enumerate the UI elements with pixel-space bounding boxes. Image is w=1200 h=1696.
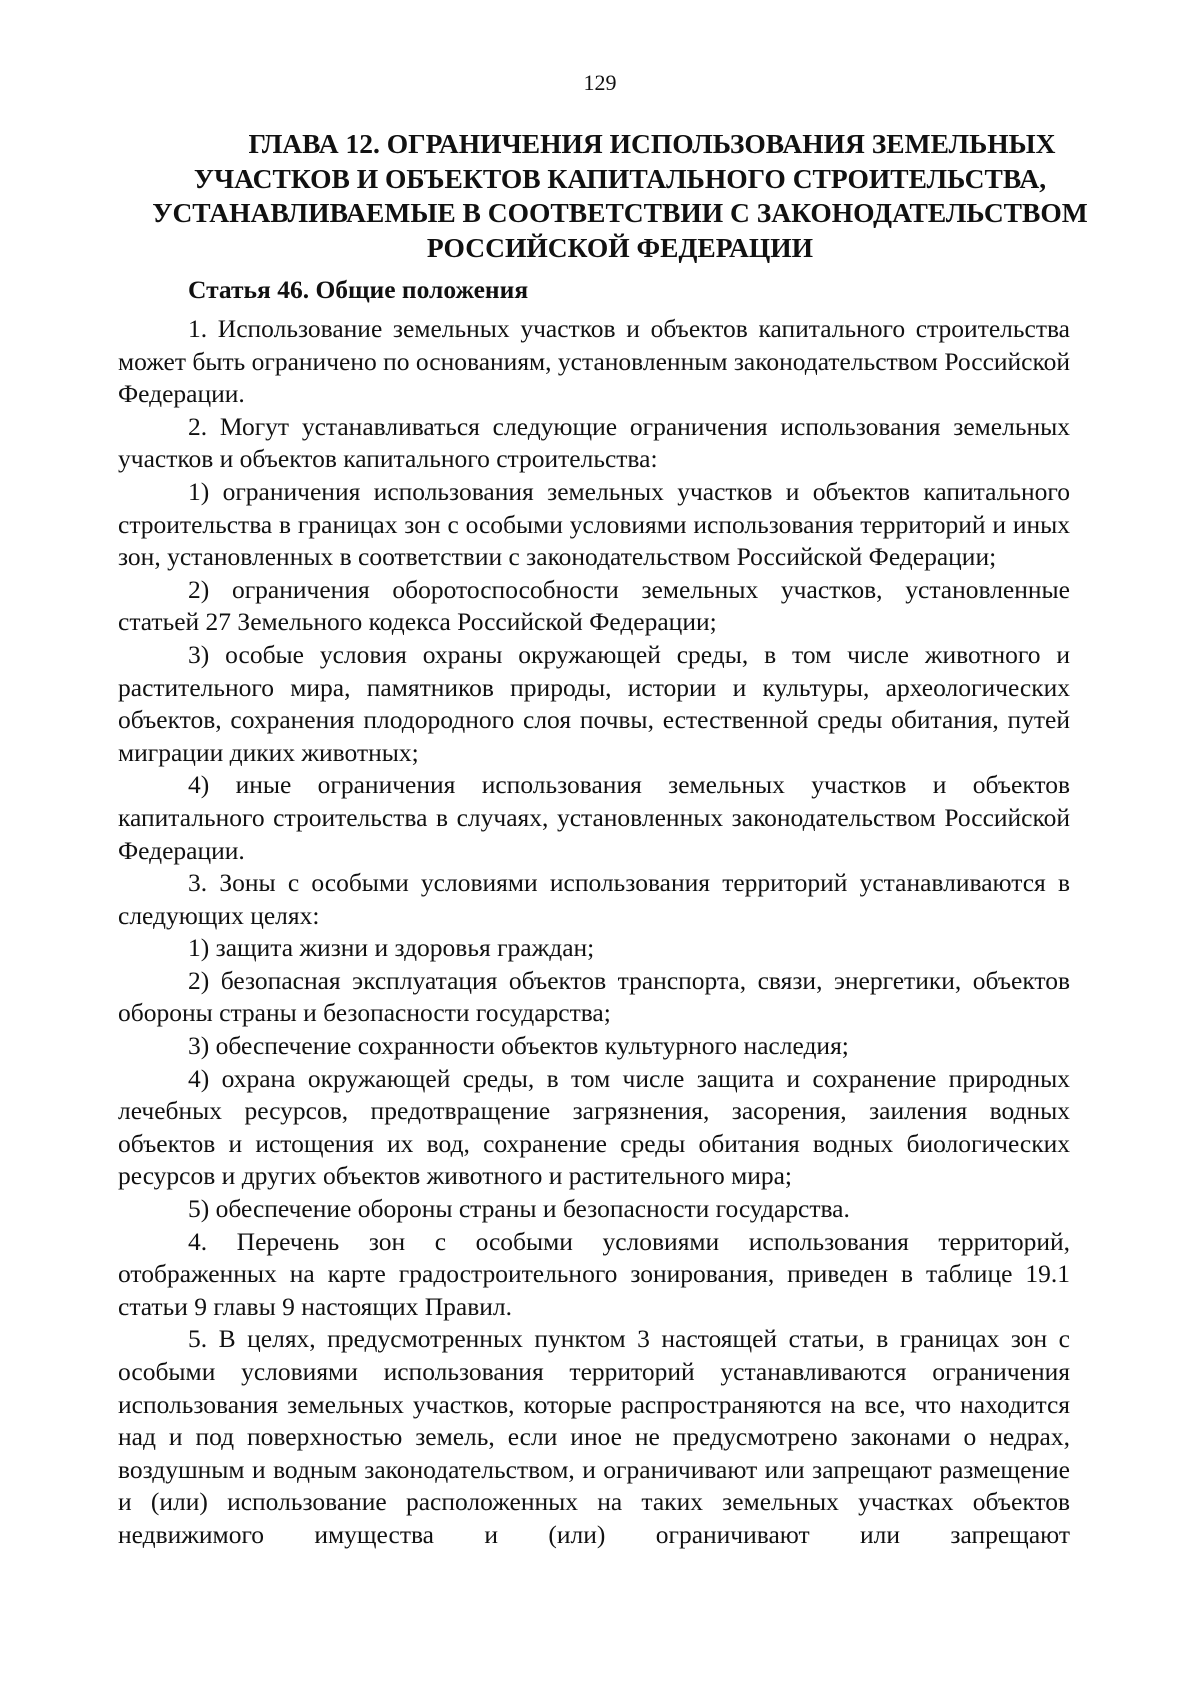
chapter-title-line: УЧАСТКОВ И ОБЪЕКТОВ КАПИТАЛЬНОГО СТРОИТЕЛЬСТВА, bbox=[193, 162, 1047, 194]
list-item: 1) ограничения использования земельных участков и объектов капитального строительства в границах зон с особыми условиями использования территорий и иных зон, установленных в соответствии с законодательством Российской Федерации; bbox=[118, 476, 1070, 572]
chapter-title-line: ГЛАВА 12. ОГРАНИЧЕНИЯ ИСПОЛЬЗОВАНИЯ ЗЕМЕЛЬНЫХ bbox=[248, 128, 1056, 159]
list-item: 2) ограничения оборотоспособности земельных участков, установленные статьей 27 Земельного кодекса Российской Федерации; bbox=[118, 574, 1070, 637]
list-item: 4) иные ограничения использования земельных участков и объектов капитального строительства в случаях, установленных законодательством Российской Федерации. bbox=[118, 770, 1070, 865]
list-item: 3) особые условия охраны окружающей среды, в том числе животного и растительного мира, памятников природы, истории и культуры, археологических объектов, сохранения плодородного слоя почвы, естественной среды обитания, путей миграции диких животных; bbox=[118, 639, 1070, 767]
paragraph: 5. В целях, предусмотренных пунктом 3 настоящей статьи, в границах зон с особыми условиями использования территорий устанавливаются ограничения использования земельных участков, которые распространяются на все, что находится над и под поверхностью земель, если иное не предусмотрено законами о недрах, воздушным и водным законодательством, и ограничивают или запрещают размещение и (или) использование расположенных на таких земельных участках объектов недвижимого имущества и (или) ограничивают или запрещают bbox=[118, 1324, 1070, 1549]
list-item: 3) обеспечение сохранности объектов культурного наследия; bbox=[188, 1031, 849, 1061]
page-number: 129 bbox=[583, 70, 617, 95]
article-body bbox=[118, 313, 1070, 1552]
chapter-title-line: УСТАНАВЛИВАЕМЫЕ В СООТВЕТСТВИИ С ЗАКОНОДАТЕЛЬСТВОМ bbox=[152, 197, 1088, 228]
list-item: 2) безопасная эксплуатация объектов транспорта, связи, энергетики, объектов обороны страны и безопасности государства; bbox=[118, 965, 1070, 1028]
list-item: 4) охрана окружающей среды, в том числе защита и сохранение природных лечебных ресурсов, предотвращение загрязнения, засорения, заиления водных объектов и истощения их вод, сохранение среды обитания водных биологических ресурсов и других объектов животного и растительного мира; bbox=[118, 1063, 1070, 1191]
article-title: Статья 46. Общие положения bbox=[188, 275, 529, 304]
paragraph: 4. Перечень зон с особыми условиями использования территорий, отображенных на карте градостроительного зонирования, приведен в таблице 19.1 статьи 9 главы 9 настоящих Правил. bbox=[118, 1226, 1070, 1321]
list-item: 1) защита жизни и здоровья граждан; bbox=[188, 933, 595, 963]
paragraph: 1. Использование земельных участков и объектов капитального строительства может быть ограничено по основаниям, установленным законодательством Российской Федерации. bbox=[118, 314, 1070, 409]
list-item: 5) обеспечение обороны страны и безопасности государства. bbox=[188, 1194, 850, 1224]
chapter-title-line: РОССИЙСКОЙ ФЕДЕРАЦИИ bbox=[426, 231, 814, 263]
paragraph: 2. Могут устанавливаться следующие ограничения использования земельных участков и объектов капитального строительства: bbox=[118, 411, 1070, 474]
chapter-title bbox=[120, 127, 1120, 265]
paragraph: 3. Зоны с особыми условиями использования территорий устанавливаются в следующих целях: bbox=[118, 868, 1070, 930]
